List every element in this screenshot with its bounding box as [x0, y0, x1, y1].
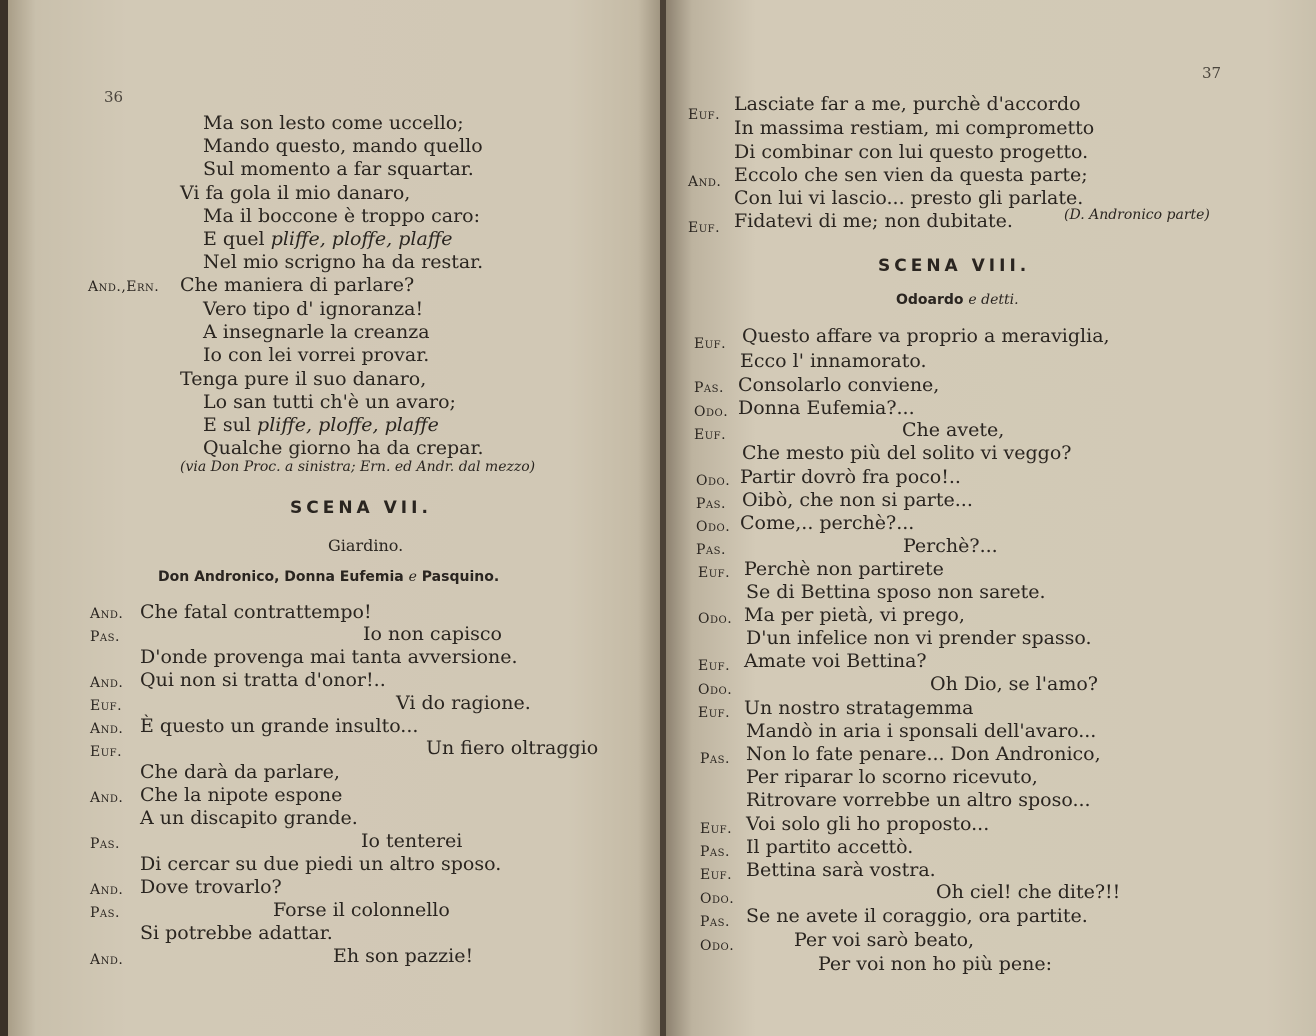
verse-line	[203, 230, 453, 249]
speaker-label: Euf.	[700, 867, 733, 883]
characters-text: e detti.	[968, 292, 1019, 308]
dialogue-line: Questo affare va proprio a meraviglia,	[742, 325, 1110, 347]
dialogue-line: Perchè?...	[903, 535, 998, 557]
dialogue-line: Mandò in aria i sponsali dell'avaro...	[746, 720, 1097, 742]
speaker-label: Euf.	[90, 698, 123, 714]
dialogue-line: Un fiero oltraggio	[426, 737, 599, 759]
verse-italic: pliffe, ploffe, plaffe	[270, 228, 453, 250]
verse-text: E sul	[203, 414, 251, 436]
left-page	[8, 0, 664, 1036]
dialogue-line: Qui non si tratta d'onor!..	[140, 669, 386, 691]
speaker-label: Euf.	[698, 705, 731, 721]
dialogue-line: Partir dovrò fra poco!..	[740, 466, 961, 488]
dialogue-line: Ritrovare vorrebbe un altro sposo...	[746, 789, 1091, 811]
speaker-label: And.	[90, 882, 124, 898]
speaker-label: And.,Ern.	[88, 279, 160, 295]
speaker-label: Euf.	[700, 821, 733, 837]
dialogue-line: Come,.. perchè?...	[740, 512, 915, 534]
scene-location: Giardino.	[328, 536, 404, 555]
speaker-label: Euf.	[694, 336, 727, 352]
speaker-label: Euf.	[694, 427, 727, 443]
dialogue-line: È questo un grande insulto...	[140, 715, 419, 737]
speaker-label: Euf.	[688, 107, 721, 123]
dialogue-line: Dove trovarlo?	[140, 876, 282, 898]
speaker-label: Pas.	[696, 542, 726, 558]
dialogue-line: Che mesto più del solito vi veggo?	[742, 442, 1072, 464]
dialogue-line: Lasciate far a me, purchè d'accordo	[734, 93, 1081, 115]
speaker-label: Odo.	[698, 682, 733, 698]
right-page	[666, 0, 1316, 1036]
dialogue-line: Fidatevi di me; non dubitate.	[734, 210, 1013, 232]
verse-line: Sul momento a far squartar.	[203, 158, 474, 180]
speaker-label: Euf.	[688, 220, 721, 236]
dialogue-line: Donna Eufemia?...	[738, 397, 915, 419]
verse-line: Nel mio scrigno ha da restar.	[203, 251, 484, 273]
dialogue-line: Eccolo che sen vien da questa parte;	[734, 164, 1088, 186]
verse-line: Io con lei vorrei provar.	[203, 344, 430, 366]
dialogue-line: Che fatal contrattempo!	[140, 601, 372, 623]
speaker-label: Odo.	[700, 938, 735, 954]
speaker-label: Pas.	[90, 905, 120, 921]
dialogue-line: Di combinar con lui questo progetto.	[734, 141, 1089, 163]
scene-title: SCENA VII.	[290, 498, 432, 518]
verse-line: A insegnarle la creanza	[203, 321, 430, 343]
verse-line: Ma il boccone è troppo caro:	[203, 205, 480, 227]
speaker-label: Odo.	[700, 891, 735, 907]
stage-direction: (D. Andronico parte)	[1064, 207, 1210, 223]
speaker-label: And.	[90, 721, 124, 737]
stage-direction: (via Don Proc. a sinistra; Ern. ed Andr. dal mezzo)	[180, 459, 536, 475]
dialogue-line: Che la nipote espone	[140, 784, 343, 806]
dialogue-line: Se ne avete il coraggio, ora partite.	[746, 905, 1088, 927]
verse-line: Tenga pure il suo danaro,	[180, 368, 427, 390]
verse-line: Vero tipo d' ignoranza!	[203, 298, 424, 320]
dialogue-line: Oh ciel! che dite?!!	[936, 881, 1121, 903]
verse-line	[203, 416, 439, 435]
dialogue-line: Ma per pietà, vi prego,	[744, 604, 965, 626]
characters-conjunction: e	[408, 569, 417, 585]
dialogue-line: Consolarlo conviene,	[738, 374, 940, 396]
scene-title: SCENA VIII.	[878, 256, 1031, 276]
dialogue-line: Io tenterei	[361, 830, 463, 852]
dialogue-line: Con lui vi lascio... presto gli parlate.	[734, 187, 1084, 209]
dialogue-line: Io non capisco	[363, 623, 502, 645]
speaker-label: And.	[90, 952, 124, 968]
speaker-label: Pas.	[700, 844, 730, 860]
dialogue-line: Se di Bettina sposo non sarete.	[746, 581, 1046, 603]
dialogue-line: Oibò, che non si parte...	[742, 489, 973, 511]
dialogue-line: Che darà da parlare,	[140, 761, 340, 783]
dialogue-line: Oh Dio, se l'amo?	[930, 673, 1098, 695]
speaker-label: Pas.	[90, 629, 120, 645]
dialogue-line: A un discapito grande.	[140, 807, 358, 829]
speaker-label: And.	[90, 606, 124, 622]
verse-line: Che maniera di parlare?	[180, 274, 415, 296]
dialogue-line: Amate voi Bettina?	[744, 650, 927, 672]
page-number: 36	[104, 88, 124, 106]
dialogue-line: Perchè non partirete	[744, 558, 944, 580]
dialogue-line: Bettina sarà vostra.	[746, 859, 936, 881]
verse-line: Ma son lesto come uccello;	[203, 112, 464, 134]
dialogue-line: Per riparar lo scorno ricevuto,	[746, 766, 1038, 788]
dialogue-line: Voi solo gli ho proposto...	[746, 813, 990, 835]
dialogue-line: Ecco l' innamorato.	[740, 350, 927, 372]
dialogue-line: Non lo fate penare... Don Andronico,	[746, 743, 1101, 765]
page-number: 37	[1202, 64, 1222, 82]
speaker-label: Euf.	[90, 744, 123, 760]
speaker-label: And.	[90, 675, 124, 691]
speaker-label: Odo.	[696, 519, 731, 535]
speaker-label: Pas.	[90, 836, 120, 852]
verse-line: Lo san tutti ch'è un avaro;	[203, 391, 456, 413]
dialogue-line: Forse il colonnello	[273, 899, 450, 921]
speaker-label: Euf.	[698, 658, 731, 674]
dialogue-line: Un nostro stratagemma	[744, 697, 974, 719]
verse-line: Qualche giorno ha da crepar.	[203, 437, 484, 459]
dialogue-line: Per voi non ho più pene:	[818, 953, 1053, 975]
dialogue-line: Di cercar su due piedi un altro sposo.	[140, 853, 502, 875]
speaker-label: Odo.	[698, 611, 733, 627]
verse-text: E quel	[203, 228, 265, 250]
verse-italic: pliffe, ploffe, plaffe	[257, 414, 439, 436]
speaker-label: Pas.	[696, 496, 726, 512]
speaker-label: Euf.	[698, 565, 731, 581]
dialogue-line: Per voi sarò beato,	[794, 929, 975, 951]
speaker-label: Pas.	[694, 380, 724, 396]
verse-line: Mando questo, mando quello	[203, 135, 483, 157]
speaker-label: Pas.	[700, 914, 730, 930]
speaker-label: Odo.	[696, 473, 731, 489]
dialogue-line: Si potrebbe adattar.	[140, 922, 333, 944]
dialogue-line: D'un infelice non vi prender spasso.	[746, 627, 1092, 649]
dialogue-line: D'onde provenga mai tanta avversione.	[140, 646, 518, 668]
characters-text: Don Andronico, Donna Eufemia	[158, 569, 404, 585]
dialogue-line: Vi do ragione.	[396, 692, 531, 714]
speaker-label: And.	[688, 174, 722, 190]
characters-text: Pasquino.	[421, 569, 500, 585]
speaker-label: And.	[90, 790, 124, 806]
scene-characters	[896, 293, 1019, 307]
dialogue-line: Il partito accettò.	[746, 836, 914, 858]
dialogue-line: Eh son pazzie!	[333, 945, 474, 967]
verse-line: Vi fa gola il mio danaro,	[180, 182, 411, 204]
scene-characters	[158, 570, 499, 584]
speaker-label: Pas.	[700, 751, 730, 767]
dialogue-line: Che avete,	[902, 419, 1005, 441]
characters-text: Odoardo	[896, 292, 964, 308]
speaker-label: Odo.	[694, 404, 729, 420]
dialogue-line: In massima restiam, mi comprometto	[734, 117, 1095, 139]
